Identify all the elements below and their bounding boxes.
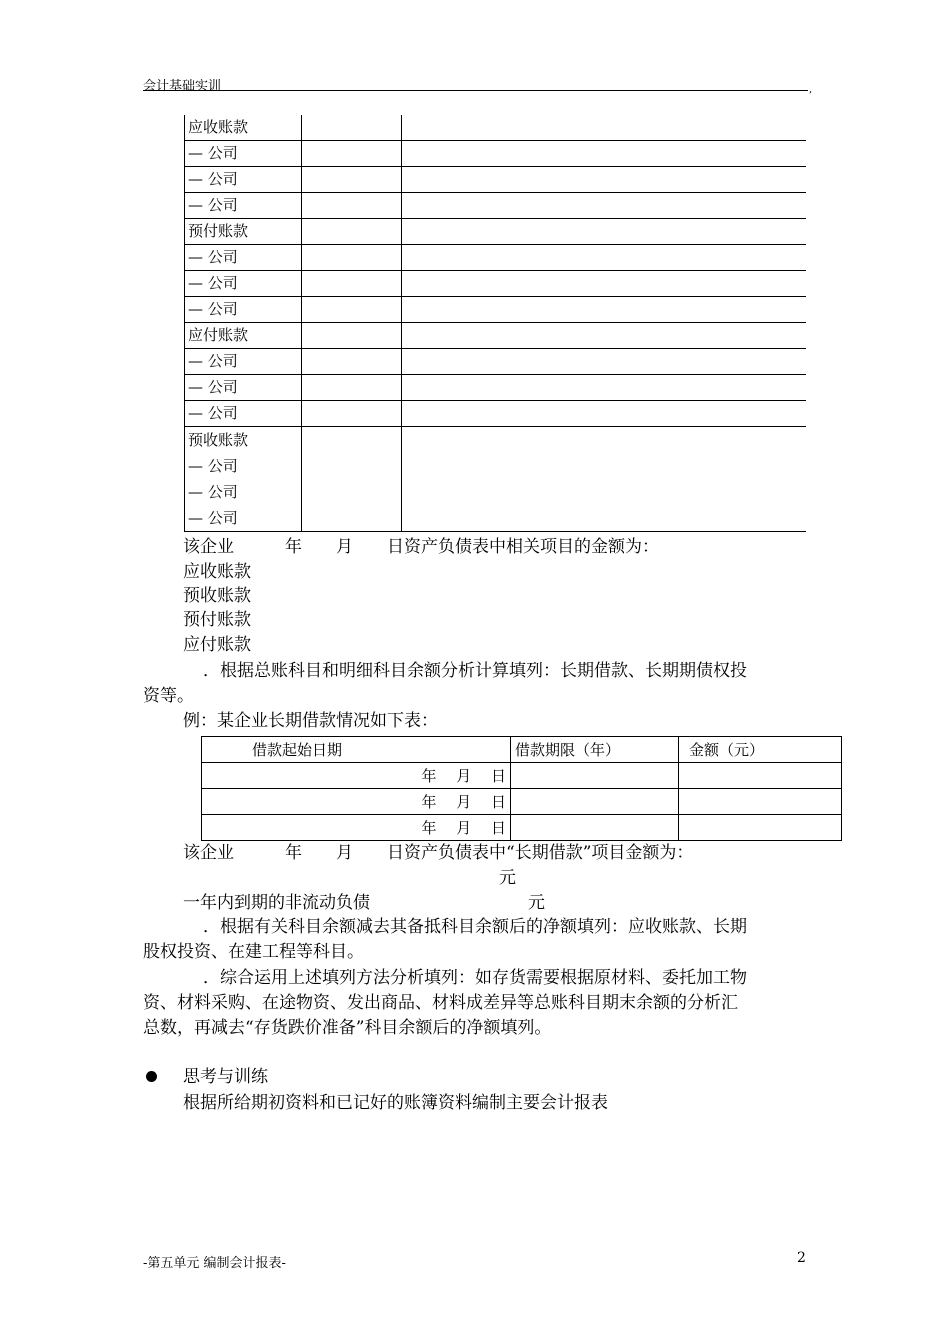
table-cell [302, 297, 402, 323]
table-cell-label: — 公司 [185, 245, 302, 271]
item-advance-received: 预收账款 [183, 586, 251, 606]
table-row [185, 219, 807, 245]
table-cell-label: 应付账款 [185, 323, 302, 349]
block-line: — 公司 [188, 483, 238, 501]
table-cell [302, 245, 402, 271]
table-row [185, 167, 807, 193]
page-number: 2 [797, 1250, 806, 1266]
table-cell [402, 193, 807, 219]
section-heading: 思考与训练 [183, 1067, 268, 1087]
table-cell [302, 167, 402, 193]
table-cell [402, 375, 807, 401]
block-line: — 公司 [188, 457, 238, 475]
header-mark: , [809, 84, 813, 95]
item-prepaid: 预付账款 [183, 610, 251, 630]
table-cell-label: — 公司 [185, 401, 302, 427]
table-cell [402, 271, 807, 297]
table-cell [302, 375, 402, 401]
table-cell [679, 789, 842, 815]
unit-yuan: 元 [528, 893, 545, 913]
table-cell-label: — 公司 [185, 141, 302, 167]
table-cell [302, 323, 402, 349]
table-cell [402, 245, 807, 271]
detail-balance-table [184, 115, 806, 532]
table-cell [302, 219, 402, 245]
item-receivable: 应收账款 [183, 562, 251, 582]
running-footer: -第五单元 编制会计报表- [143, 1256, 286, 1271]
table-row [185, 349, 807, 375]
table-cell [402, 349, 807, 375]
header-rule [143, 90, 808, 91]
table-cell [511, 789, 679, 815]
table-cell [679, 815, 842, 841]
table-cell-label: — 公司 [185, 271, 302, 297]
table-row [185, 141, 807, 167]
table-cell [402, 297, 807, 323]
paragraph-line: 资、材料采购、在途物资、发出商品、材料成差异等总账科目期末余额的分析汇 [143, 993, 738, 1013]
table-header-cell: 金额（元） [679, 737, 842, 763]
table-cell [302, 401, 402, 427]
table-row [185, 323, 807, 349]
table-row [202, 789, 842, 815]
statement-line: 该企业 年 月 日资产负债表中相关项目的金额为： [183, 537, 659, 557]
table-cell [679, 763, 842, 789]
table-row [202, 763, 842, 789]
table-row [185, 245, 807, 271]
table-cell [511, 815, 679, 841]
table-cell [302, 427, 402, 532]
table-row [185, 375, 807, 401]
table-row [185, 427, 807, 532]
table-cell-label: — 公司 [185, 193, 302, 219]
table-cell [402, 115, 807, 141]
running-header: 会计基础实训 [143, 79, 222, 94]
table-cell-label: — 公司 [185, 375, 302, 401]
table-cell [302, 271, 402, 297]
unit-yuan: 元 [499, 868, 516, 888]
table-cell-date: 年 月 日 [202, 763, 511, 789]
table-cell-label: — 公司 [185, 297, 302, 323]
table-cell [402, 219, 807, 245]
table-cell [302, 115, 402, 141]
table-cell [402, 427, 807, 532]
paragraph-line: 总数，再减去“存货跌价准备”科目余额后的净额填列。 [143, 1018, 552, 1038]
table-cell [302, 193, 402, 219]
table-cell [302, 349, 402, 375]
example-line: 例：某企业长期借款情况如下表： [183, 711, 438, 731]
table-cell [302, 141, 402, 167]
paragraph-line: 股权投资、在建工程等科目。 [143, 942, 364, 962]
table-cell-label-block [185, 427, 302, 532]
table-cell-label: — 公司 [185, 167, 302, 193]
table-cell-label: 预付账款 [185, 219, 302, 245]
table-cell-date: 年 月 日 [202, 815, 511, 841]
table-row [185, 115, 807, 141]
table-row [185, 271, 807, 297]
table-cell-label: 应收账款 [185, 115, 302, 141]
block-line: — 公司 [188, 509, 238, 527]
table-cell [402, 167, 807, 193]
table-header-cell: 借款起始日期 [202, 737, 511, 763]
table-header-cell: 借款期限（年） [511, 737, 679, 763]
table-cell [402, 141, 807, 167]
table-cell [402, 401, 807, 427]
paragraph-line: ．综合运用上述填列方法分析填列：如存货需要根据原材料、委托加工物 [203, 968, 747, 988]
table-row [185, 401, 807, 427]
table-row [185, 193, 807, 219]
table-header-row [202, 737, 842, 763]
bullet-dot-icon [146, 1071, 157, 1082]
table-cell-label: — 公司 [185, 349, 302, 375]
paragraph-line: ．根据有关科目余额减去其备抵科目余额后的净额填列：应收账款、长期 [203, 917, 747, 937]
table-cell [402, 323, 807, 349]
paragraph-line: 资等。 [143, 686, 194, 706]
table-cell [511, 763, 679, 789]
paragraph-line: ．根据总账科目和明细科目余额分析计算填列：长期借款、长期期债权投 [203, 661, 747, 681]
table-row [202, 815, 842, 841]
task-line: 根据所给期初资料和已记好的账簿资料编制主要会计报表 [183, 1093, 608, 1113]
current-portion-line: 一年内到期的非流动负债 [183, 893, 370, 913]
long-term-loan-table [201, 736, 842, 841]
table-cell-date: 年 月 日 [202, 789, 511, 815]
statement-line: 该企业 年 月 日资产负债表中“长期借款”项目金额为： [183, 843, 694, 863]
block-line: 预收账款 [188, 431, 249, 449]
item-payable: 应付账款 [183, 635, 251, 655]
table-row [185, 297, 807, 323]
